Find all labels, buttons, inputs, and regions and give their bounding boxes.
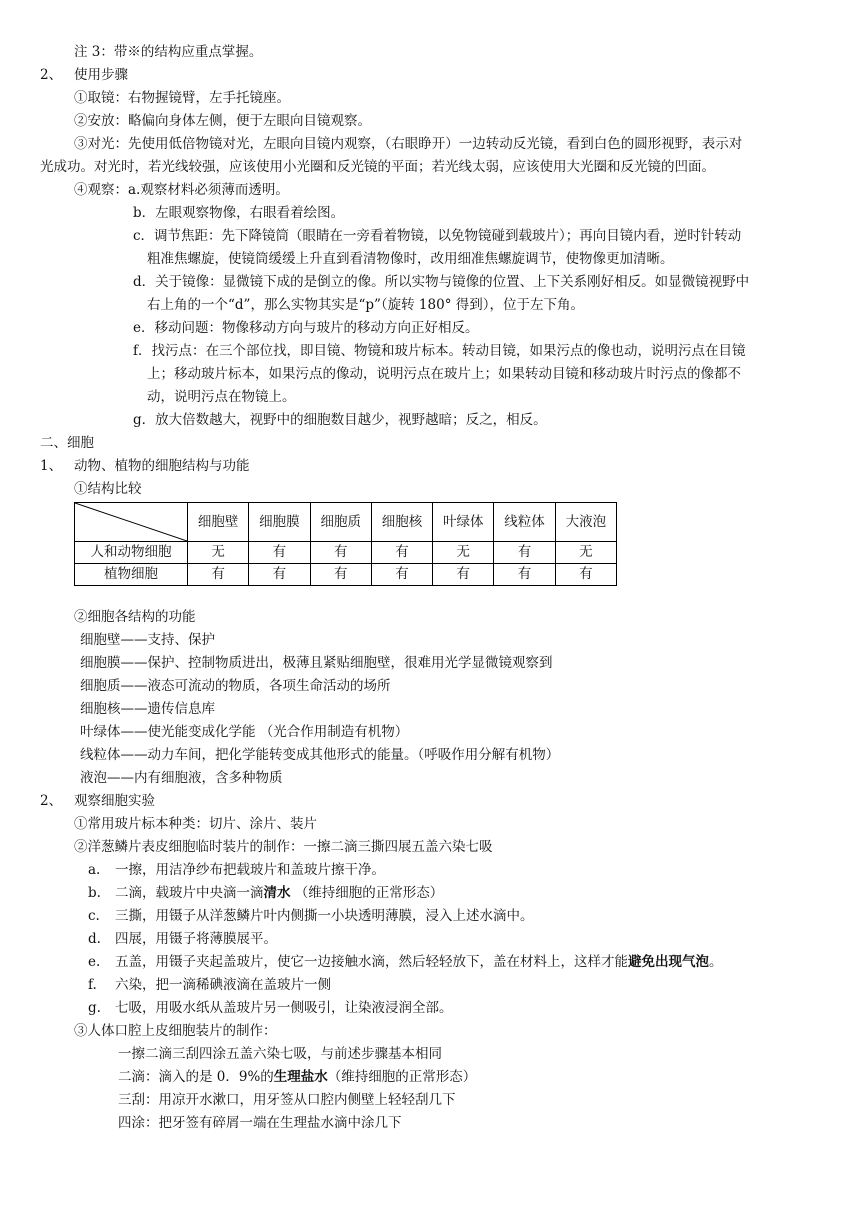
cell-section-heading: 二、细胞 bbox=[40, 435, 94, 451]
onion-slide-title: ②洋葱鳞片表皮细胞临时装片的制作：一擦二滴三撕四展五盖六染七吸 bbox=[74, 839, 493, 855]
onion-step-g-mark: g. bbox=[88, 1000, 101, 1016]
usage-step-4-a: ④观察：a.观察材料必须薄而透明。 bbox=[74, 182, 289, 198]
oral-step-summary: 一擦二滴三刮四涂五盖六染七吸，与前述步骤基本相同 bbox=[118, 1046, 442, 1062]
onion-step-g: 七吸，用吸水纸从盖玻片另一侧吸引，让染液浸润全部。 bbox=[115, 1000, 453, 1016]
onion-step-b-mark: b. bbox=[88, 885, 101, 901]
function-cytoplasm: 细胞质——液态可流动的物质，各项生命活动的场所 bbox=[80, 678, 391, 694]
column-header: 叶绿体 bbox=[433, 503, 494, 542]
onion-step-f-mark: f. bbox=[88, 977, 97, 993]
onion-step-b bbox=[115, 882, 443, 905]
oral-step-smear: 四涂：把牙签有碎屑一端在生理盐水滴中涂几下 bbox=[118, 1115, 402, 1131]
onion-step-c-mark: c. bbox=[88, 908, 100, 924]
note-3: 注 3：带※的结构应重点掌握。 bbox=[74, 44, 263, 60]
table-row bbox=[75, 564, 617, 586]
avoid-bubbles-emphasis: 避免出现气泡 bbox=[628, 954, 709, 970]
usage-step-3-line-1: ③对光：先使用低倍物镜对光，左眼向目镜内观察，（右眼睁开）一边转动反光镜，看到白色的圆形视野，表示对 bbox=[74, 136, 743, 152]
oral-step-scrape: 三刮：用凉开水漱口，用牙签从口腔内侧壁上轻轻刮几下 bbox=[118, 1092, 456, 1108]
usage-heading: 使用步骤 bbox=[74, 67, 128, 83]
table-cell: 有 bbox=[494, 564, 555, 586]
usage-step-2: ②安放：略偏向身体左侧，便于左眼向目镜观察。 bbox=[74, 113, 371, 129]
column-header: 线粒体 bbox=[494, 503, 555, 542]
table-cell: 有 bbox=[249, 564, 310, 586]
experiment-heading-number: 2、 bbox=[40, 793, 63, 809]
table-cell: 有 bbox=[433, 564, 494, 586]
row-label: 植物细胞 bbox=[75, 564, 188, 586]
function-chloroplast: 叶绿体——使光能变成化学能 （光合作用制造有机物） bbox=[80, 724, 409, 740]
function-cell-membrane: 细胞膜——保护、控制物质进出，极薄且紧贴细胞壁，很难用光学显微镜观察到 bbox=[80, 655, 553, 671]
column-header: 大液泡 bbox=[555, 503, 616, 542]
experiment-heading: 观察细胞实验 bbox=[74, 793, 155, 809]
usage-step-1: ①取镜：右物握镜臂，左手托镜座。 bbox=[74, 90, 290, 106]
table-cell: 有 bbox=[371, 564, 432, 586]
oral-slide-title: ③人体口腔上皮细胞装片的制作： bbox=[74, 1023, 277, 1039]
column-header: 细胞壁 bbox=[188, 503, 249, 542]
column-header: 细胞膜 bbox=[249, 503, 310, 542]
saline-emphasis: 生理盐水 bbox=[273, 1069, 328, 1085]
table-cell: 有 bbox=[555, 564, 616, 586]
onion-step-f: 六染，把一滴稀碘液滴在盖玻片一侧 bbox=[115, 977, 331, 993]
usage-step-4-b: b．左眼观察物像，右眼看着绘图。 bbox=[133, 205, 345, 221]
table-cell: 无 bbox=[555, 542, 616, 564]
column-header: 细胞核 bbox=[371, 503, 432, 542]
usage-step-4-e: e．移动问题：物像移动方向与玻片的移动方向正好相反。 bbox=[133, 320, 479, 336]
clear-water-emphasis: 清水 bbox=[263, 885, 291, 901]
onion-step-e-text: 五盖，用镊子夹起盖玻片，使它一边接触水滴，然后轻轻放下，盖在材料上，这样才能 bbox=[115, 954, 628, 970]
function-mitochondria: 线粒体——动力车间，把化学能转变成其他形式的能量。（呼吸作用分解有机物） bbox=[80, 747, 560, 763]
table-cell: 有 bbox=[249, 542, 310, 564]
onion-step-e bbox=[115, 951, 723, 974]
table-row bbox=[75, 542, 617, 564]
usage-step-4-f-line-2: 上；移动玻片标本，如果污点的像动，说明污点在玻片上；如果转动目镜和移动玻片时污点的像都不 bbox=[147, 366, 741, 382]
onion-step-d: 四展，用镊子将薄膜展平。 bbox=[115, 931, 277, 947]
table-header-row bbox=[75, 503, 617, 542]
onion-step-e-mark: e. bbox=[88, 954, 101, 970]
table-cell: 有 bbox=[188, 564, 249, 586]
usage-step-4-c-line-2: 粗准焦螺旋，使镜筒缓缓上升直到看清物像时，改用细准焦螺旋调节，使物像更加清晰。 bbox=[147, 251, 674, 267]
onion-step-b-text: 二滴，载玻片中央滴一滴 bbox=[115, 885, 264, 901]
table-cell: 有 bbox=[310, 542, 371, 564]
usage-step-3-line-2: 光成功。对光时，若光线较强，应该使用小光圈和反光镜的平面；若光线太弱，应该使用大光圈和反光镜的凹面。 bbox=[40, 159, 715, 175]
usage-step-4-c-line-1: c．调节焦距：先下降镜筒（眼睛在一旁看着物镜，以免物镜碰到载玻片）；再向目镜内看，逆时针转动 bbox=[133, 228, 742, 244]
usage-step-4-f-line-1: f．找污点：在三个部位找，即目镜、物镜和玻片标本。转动目镜，如果污点的像也动，说明污点在目镜 bbox=[133, 343, 746, 359]
onion-step-c: 三撕，用镊子从洋葱鳞片叶内侧撕一小块透明薄膜，浸入上述水滴中。 bbox=[115, 908, 534, 924]
onion-step-b-note: （维持细胞的正常形态） bbox=[290, 885, 444, 901]
usage-heading-number: 2、 bbox=[40, 67, 63, 83]
function-cell-wall: 细胞壁——支持、保护 bbox=[80, 632, 215, 648]
table-corner-cell bbox=[75, 503, 188, 542]
table-cell: 有 bbox=[371, 542, 432, 564]
onion-step-e-end: 。 bbox=[709, 954, 723, 970]
row-label: 人和动物细胞 bbox=[75, 542, 188, 564]
table-cell: 有 bbox=[310, 564, 371, 586]
column-header: 细胞质 bbox=[310, 503, 371, 542]
table-cell: 无 bbox=[188, 542, 249, 564]
structure-heading-number: 1、 bbox=[40, 458, 63, 474]
function-vacuole: 液泡——内有细胞液，含多种物质 bbox=[80, 770, 283, 786]
function-nucleus: 细胞核——遗传信息库 bbox=[80, 701, 215, 717]
diagonal-line bbox=[75, 503, 187, 541]
usage-step-4-f-line-3: 动，说明污点在物镜上。 bbox=[147, 389, 296, 405]
oral-step-drop bbox=[118, 1066, 476, 1089]
slide-types: ①常用玻片标本种类：切片、涂片、装片 bbox=[74, 816, 317, 832]
onion-step-a-mark: a. bbox=[88, 862, 101, 878]
usage-step-4-g: g．放大倍数越大，视野中的细胞数目越少，视野越暗；反之，相反。 bbox=[133, 412, 547, 428]
usage-step-4-d-line-2: 右上角的一个“d”，那么实物其实是“p”（旋转 180° 得到），位于左下角。 bbox=[147, 297, 584, 313]
onion-step-d-mark: d. bbox=[88, 931, 101, 947]
structure-function-label: ②细胞各结构的功能 bbox=[74, 609, 196, 625]
table-cell: 无 bbox=[433, 542, 494, 564]
structure-compare-label: ①结构比较 bbox=[74, 481, 142, 497]
structure-heading: 动物、植物的细胞结构与功能 bbox=[74, 458, 250, 474]
oral-step-drop-text: 二滴：滴入的是 0．9%的 bbox=[118, 1069, 274, 1085]
oral-step-drop-note: （维持细胞的正常形态） bbox=[327, 1069, 477, 1085]
table-cell: 有 bbox=[494, 542, 555, 564]
usage-step-4-d-line-1: d．关于镜像：显微镜下成的是倒立的像。所以实物与镜像的位置、上下关系刚好相反。如显微镜视野中 bbox=[133, 274, 750, 290]
cell-structure-table bbox=[74, 502, 617, 586]
onion-step-a: 一擦，用洁净纱布把载玻片和盖玻片擦干净。 bbox=[115, 862, 385, 878]
